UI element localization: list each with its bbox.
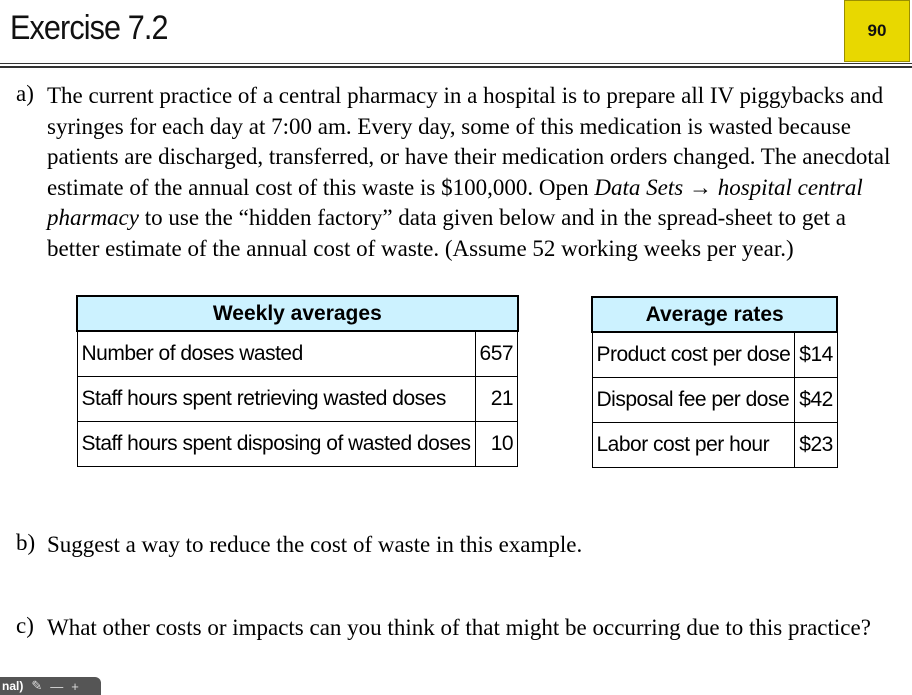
dataset-name: hospital central pharmacy bbox=[47, 174, 863, 230]
toolbar-label: nal) bbox=[2, 679, 24, 693]
question-b-label: b) bbox=[16, 530, 36, 555]
row-value: $23 bbox=[795, 423, 838, 468]
question-b-text: Suggest a way to reduce the cost of waste in this example. bbox=[47, 532, 583, 557]
table-row bbox=[592, 378, 837, 423]
question-a-label: a) bbox=[16, 81, 34, 106]
arrow-icon: → bbox=[688, 174, 712, 200]
row-value: 10 bbox=[475, 422, 518, 467]
row-label: Product cost per dose bbox=[592, 332, 795, 378]
data-sets-link-text: Data Sets bbox=[594, 174, 684, 200]
table-row bbox=[77, 422, 518, 467]
row-label: Staff hours spent disposing of wasted doses bbox=[77, 422, 475, 467]
question-a-text bbox=[47, 81, 897, 264]
weekly-averages-header: Weekly averages bbox=[77, 296, 518, 331]
pen-icon[interactable]: ✎ bbox=[31, 678, 43, 693]
question-c-label: c) bbox=[16, 613, 34, 638]
page-title: Exercise 7.2 bbox=[10, 9, 168, 47]
question-c-text: What other costs or impacts can you think of that might be occurring due to this practice? bbox=[47, 615, 871, 640]
table-row bbox=[77, 331, 518, 377]
row-value: $14 bbox=[795, 332, 838, 378]
minus-icon[interactable]: — bbox=[50, 678, 64, 694]
row-value: $42 bbox=[795, 378, 838, 423]
weekly-averages-table bbox=[76, 295, 519, 467]
row-label: Staff hours spent retrieving wasted doses bbox=[77, 377, 475, 422]
average-rates-header: Average rates bbox=[592, 297, 837, 332]
average-rates-table bbox=[591, 296, 838, 468]
presentation-toolbar bbox=[0, 677, 101, 695]
table-row bbox=[592, 332, 837, 378]
table-row bbox=[592, 423, 837, 468]
row-value: 21 bbox=[475, 377, 518, 422]
header-divider-thick bbox=[0, 66, 912, 68]
page-number-badge: 90 bbox=[844, 0, 910, 62]
row-label: Number of doses wasted bbox=[77, 331, 475, 377]
question-a-text-after: to use the “hidden factory” data given below and in the spread-sheet to get a better estimate of the annual cost of waste. (Assume 52 working weeks per year.) bbox=[47, 205, 846, 261]
row-label: Labor cost per hour bbox=[592, 423, 795, 468]
row-label: Disposal fee per dose bbox=[592, 378, 795, 423]
question-a-text-before: The current practice of a central pharmacy in a hospital is to prepare all IV piggybacks and syringes for each day at 7:00 am. Every day, some of this medication is wasted because patients are discharged, transferred, or have their medication orders changed. The anecdotal estimate of the annual cost of this waste is $100,000. Open bbox=[47, 83, 891, 200]
plus-icon[interactable]: + bbox=[71, 678, 79, 694]
header-divider bbox=[0, 63, 912, 64]
row-value: 657 bbox=[475, 331, 518, 377]
table-row bbox=[77, 377, 518, 422]
